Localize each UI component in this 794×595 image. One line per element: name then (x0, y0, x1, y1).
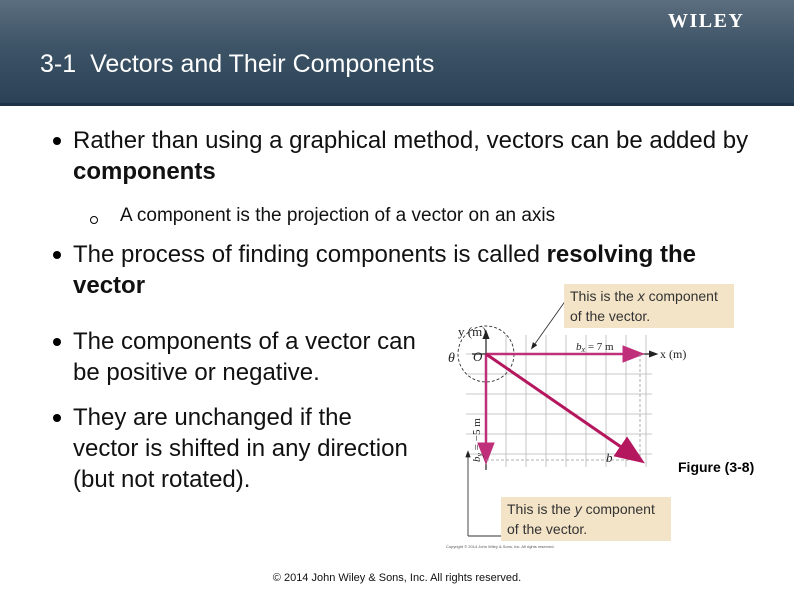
callout-text: This is the (570, 288, 638, 304)
bullet-item (73, 125, 763, 187)
bullet-dot (53, 414, 61, 422)
callout-text: component (581, 501, 655, 517)
sub-bullet-text: A component is the projection of a vector on an axis (120, 205, 556, 226)
angle-label: θ (448, 351, 455, 366)
vector-b (486, 354, 640, 460)
bullet-item (73, 402, 418, 495)
callout-var: y (574, 501, 582, 517)
callout-text: of the vector. (570, 308, 651, 324)
bullet-text: Rather than using a graphical method, vectors can be added by (73, 127, 749, 154)
header-accent-line (0, 103, 794, 106)
footer-copyright: © 2014 John Wiley & Sons, Inc. All rights reserved. (272, 572, 522, 584)
y-axis-label: y (m) (458, 324, 487, 339)
callout-y-component (501, 497, 671, 541)
bx-label: bx = 7 m (576, 341, 614, 354)
callout-x-leader (532, 300, 566, 348)
bullet-dot (53, 338, 61, 346)
callout-var: x (637, 288, 645, 304)
bullet-text: The components of a vector can be positive or negative. (73, 328, 416, 386)
bullet-dot (53, 251, 61, 259)
wiley-logo: WILEY (668, 10, 745, 32)
by-label: by = −5 m (471, 418, 484, 462)
slide-title (40, 50, 434, 79)
origin-label: O (473, 349, 483, 364)
sub-bullet-ring (90, 216, 98, 224)
bullet-bold-text: components (73, 158, 216, 185)
callout-text: of the vector. (507, 521, 588, 537)
vector-b-label: b (606, 450, 613, 465)
section-number: 3-1 (40, 50, 77, 78)
title-text: Vectors and Their Components (90, 50, 435, 78)
callout-text: component (644, 288, 718, 304)
callout-text: This is the (507, 501, 575, 517)
bullet-text: The process of finding components is called (73, 241, 547, 268)
bullet-bold-text: resolving the vector (73, 241, 696, 299)
figure-caption: Figure (3-8) (678, 459, 755, 475)
bullet-item (73, 326, 433, 388)
figure-copyright: Copyright © 2014 John Wiley & Sons, Inc. All rights reserved. (446, 544, 555, 549)
callout-x-component (564, 284, 734, 328)
sub-bullet-item (120, 204, 740, 228)
bullet-dot (53, 137, 61, 145)
x-axis-label: x (m) (660, 347, 687, 361)
bullet-text: They are unchanged if the vector is shifted in any direction (but not rotated). (73, 404, 408, 493)
header-band (0, 0, 794, 106)
